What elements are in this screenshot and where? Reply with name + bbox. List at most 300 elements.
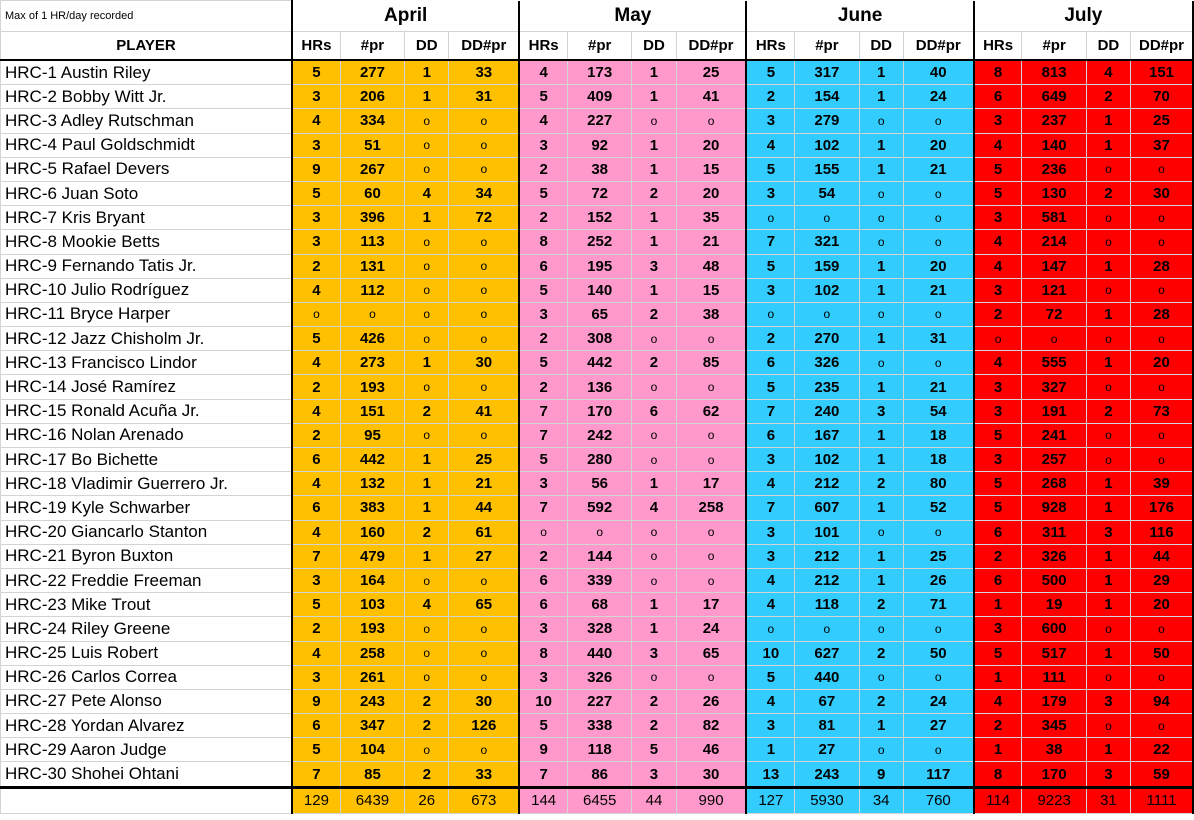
july-dd-cell: o bbox=[1086, 327, 1130, 351]
april-pr-cell: 112 bbox=[340, 278, 404, 302]
april-pr-cell: 132 bbox=[340, 472, 404, 496]
june-pr-cell: 67 bbox=[795, 689, 859, 713]
april-dd-cell: 2 bbox=[405, 399, 449, 423]
july-ddpr-cell: o bbox=[1131, 665, 1193, 689]
june-hrs-cell: 3 bbox=[746, 278, 794, 302]
june-hrs-cell: 5 bbox=[746, 665, 794, 689]
june-hrs-cell: 3 bbox=[746, 520, 794, 544]
july-hrs-cell: 5 bbox=[974, 157, 1022, 181]
april-dd-total: 26 bbox=[405, 787, 449, 813]
july-dd-cell: o bbox=[1086, 157, 1130, 181]
april-dd-cell: o bbox=[405, 641, 449, 665]
may-pr-cell: 339 bbox=[568, 568, 632, 592]
july-ddpr-cell: 29 bbox=[1131, 568, 1193, 592]
june-pr-cell: 212 bbox=[795, 472, 859, 496]
june-pr-cell: 212 bbox=[795, 544, 859, 568]
june-ddpr-cell: 71 bbox=[903, 593, 973, 617]
april-dd-cell: o bbox=[405, 738, 449, 762]
april-ddpr-cell: 21 bbox=[449, 472, 519, 496]
april-pr-cell: 103 bbox=[340, 593, 404, 617]
april-hrs-cell: 2 bbox=[292, 423, 340, 447]
june-pr-cell: 212 bbox=[795, 568, 859, 592]
may-pr-cell: 72 bbox=[568, 181, 632, 205]
april-hrs-cell: 5 bbox=[292, 327, 340, 351]
may-ddpr-cell: o bbox=[676, 327, 746, 351]
may-hrs-cell: 3 bbox=[519, 133, 567, 157]
may-dd-cell: 4 bbox=[632, 496, 676, 520]
april-ddpr-cell: o bbox=[449, 133, 519, 157]
july-pr-cell: 555 bbox=[1022, 351, 1086, 375]
june-pr-cell: 440 bbox=[795, 665, 859, 689]
july-hrs-cell: o bbox=[974, 327, 1022, 351]
july-dd-cell: 1 bbox=[1086, 254, 1130, 278]
may-ddpr-cell: 82 bbox=[676, 714, 746, 738]
april-dd-cell: o bbox=[405, 230, 449, 254]
july-hrs-cell: 4 bbox=[974, 133, 1022, 157]
may-ddpr-cell: 26 bbox=[676, 689, 746, 713]
may-ddpr-cell: o bbox=[676, 109, 746, 133]
june-pr-cell: 155 bbox=[795, 157, 859, 181]
april-dd-cell: 2 bbox=[405, 520, 449, 544]
july-dd-cell: 2 bbox=[1086, 85, 1130, 109]
june-dd-cell: 1 bbox=[859, 448, 903, 472]
april-hrs-cell: 4 bbox=[292, 520, 340, 544]
april-dd-cell: o bbox=[405, 327, 449, 351]
april-ddpr-cell: o bbox=[449, 738, 519, 762]
may-dd-cell: o bbox=[632, 327, 676, 351]
july-hrs-cell: 6 bbox=[974, 568, 1022, 592]
june-ddpr-cell: o bbox=[903, 206, 973, 230]
june-dd-cell: 9 bbox=[859, 762, 903, 787]
june-hrs-cell: 3 bbox=[746, 544, 794, 568]
june-ddpr-cell: 80 bbox=[903, 472, 973, 496]
may-pr-cell: 56 bbox=[568, 472, 632, 496]
may-dd-cell: o bbox=[632, 520, 676, 544]
july-pr-cell: 236 bbox=[1022, 157, 1086, 181]
june-ddpr-cell: 21 bbox=[903, 157, 973, 181]
july-ddpr-cell: 59 bbox=[1131, 762, 1193, 787]
june-hrs-cell: 6 bbox=[746, 351, 794, 375]
june-dd-cell: 1 bbox=[859, 327, 903, 351]
april-pr-cell: 60 bbox=[340, 181, 404, 205]
june-dd-cell: o bbox=[859, 181, 903, 205]
july-pr-cell: o bbox=[1022, 327, 1086, 351]
april-dd-cell: o bbox=[405, 157, 449, 181]
june-pr-cell: 279 bbox=[795, 109, 859, 133]
april-ddpr-cell: 33 bbox=[449, 60, 519, 85]
july-dd-cell: 1 bbox=[1086, 496, 1130, 520]
june-dd-cell: o bbox=[859, 206, 903, 230]
player-name: HRC-29 Aaron Judge bbox=[1, 738, 293, 762]
april-dd-cell: o bbox=[405, 302, 449, 326]
june-hrs-cell: 4 bbox=[746, 593, 794, 617]
may-pr-cell: 280 bbox=[568, 448, 632, 472]
june-pr-cell: 154 bbox=[795, 85, 859, 109]
april-pr-cell: 258 bbox=[340, 641, 404, 665]
july-hrs-cell: 5 bbox=[974, 181, 1022, 205]
july-ddpr-cell: o bbox=[1131, 230, 1193, 254]
april-pr-cell: 193 bbox=[340, 617, 404, 641]
april-hrs-header: HRs bbox=[292, 32, 340, 61]
may-dd-cell: 1 bbox=[632, 278, 676, 302]
april-ddpr-cell: o bbox=[449, 617, 519, 641]
june-hrs-cell: 5 bbox=[746, 157, 794, 181]
table-row bbox=[1, 109, 1194, 133]
june-ddpr-cell: o bbox=[903, 665, 973, 689]
april-ddpr-cell: 72 bbox=[449, 206, 519, 230]
july-ddpr-cell: o bbox=[1131, 327, 1193, 351]
june-dd-cell: 1 bbox=[859, 375, 903, 399]
july-hrs-cell: 5 bbox=[974, 472, 1022, 496]
june-dd-cell: o bbox=[859, 617, 903, 641]
june-hrs-cell: 7 bbox=[746, 496, 794, 520]
month-header-june: June bbox=[746, 1, 973, 32]
april-hrs-cell: 5 bbox=[292, 60, 340, 85]
may-hrs-cell: 5 bbox=[519, 181, 567, 205]
april-dd-cell: 4 bbox=[405, 593, 449, 617]
june-hrs-cell: 4 bbox=[746, 689, 794, 713]
june-ddpr-cell: o bbox=[903, 617, 973, 641]
table-row bbox=[1, 520, 1194, 544]
april-ddpr-cell: o bbox=[449, 230, 519, 254]
june-ddpr-cell: 26 bbox=[903, 568, 973, 592]
may-ddpr-cell: o bbox=[676, 375, 746, 399]
june-pr-cell: 607 bbox=[795, 496, 859, 520]
may-hrs-cell: 2 bbox=[519, 327, 567, 351]
july-pr-cell: 38 bbox=[1022, 738, 1086, 762]
may-dd-cell: o bbox=[632, 568, 676, 592]
july-ddpr-cell: o bbox=[1131, 714, 1193, 738]
july-pr-cell: 326 bbox=[1022, 544, 1086, 568]
april-pr-cell: 160 bbox=[340, 520, 404, 544]
table-row bbox=[1, 351, 1194, 375]
june-hrs-cell: 6 bbox=[746, 423, 794, 447]
may-dd-cell: 3 bbox=[632, 762, 676, 787]
april-hrs-cell: 4 bbox=[292, 399, 340, 423]
may-pr-total: 6455 bbox=[568, 787, 632, 813]
player-rows bbox=[1, 60, 1194, 787]
april-hrs-cell: 3 bbox=[292, 568, 340, 592]
july-dd-cell: o bbox=[1086, 206, 1130, 230]
july-dd-cell: o bbox=[1086, 665, 1130, 689]
may-hrs-cell: 5 bbox=[519, 714, 567, 738]
june-hrs-cell: 2 bbox=[746, 327, 794, 351]
july-pr-cell: 19 bbox=[1022, 593, 1086, 617]
april-hrs-cell: 3 bbox=[292, 665, 340, 689]
april-ddpr-cell: o bbox=[449, 327, 519, 351]
july-dd-cell: o bbox=[1086, 230, 1130, 254]
june-dd-cell: o bbox=[859, 351, 903, 375]
june-hrs-cell: 7 bbox=[746, 230, 794, 254]
june-dd-cell: o bbox=[859, 665, 903, 689]
player-name: HRC-21 Byron Buxton bbox=[1, 544, 293, 568]
june-dd-cell: o bbox=[859, 302, 903, 326]
april-hrs-cell: 3 bbox=[292, 230, 340, 254]
table-row bbox=[1, 544, 1194, 568]
june-dd-header: DD bbox=[859, 32, 903, 61]
may-hrs-cell: 8 bbox=[519, 230, 567, 254]
july-ddpr-cell: o bbox=[1131, 423, 1193, 447]
may-hrs-cell: 5 bbox=[519, 448, 567, 472]
july-ddpr-cell: 20 bbox=[1131, 351, 1193, 375]
june-pr-cell: 240 bbox=[795, 399, 859, 423]
note-text: Max of 1 HR/day recorded bbox=[1, 1, 293, 32]
april-hrs-cell: 7 bbox=[292, 544, 340, 568]
may-dd-cell: o bbox=[632, 665, 676, 689]
june-ddpr-cell: 24 bbox=[903, 689, 973, 713]
table-row bbox=[1, 568, 1194, 592]
may-ddpr-cell: 15 bbox=[676, 278, 746, 302]
april-hrs-cell: 4 bbox=[292, 641, 340, 665]
july-hrs-cell: 1 bbox=[974, 593, 1022, 617]
july-hrs-cell: 3 bbox=[974, 375, 1022, 399]
april-hrs-cell: 6 bbox=[292, 714, 340, 738]
april-dd-cell: o bbox=[405, 423, 449, 447]
totals-row-line bbox=[1, 787, 1194, 813]
april-pr-cell: 243 bbox=[340, 689, 404, 713]
april-dd-cell: o bbox=[405, 254, 449, 278]
player-name: HRC-9 Fernando Tatis Jr. bbox=[1, 254, 293, 278]
june-hrs-cell: 3 bbox=[746, 448, 794, 472]
may-hrs-cell: o bbox=[519, 520, 567, 544]
july-dd-cell: 1 bbox=[1086, 568, 1130, 592]
table-row bbox=[1, 689, 1194, 713]
june-dd-cell: 3 bbox=[859, 399, 903, 423]
april-ddpr-header: DD#pr bbox=[449, 32, 519, 61]
july-pr-cell: 140 bbox=[1022, 133, 1086, 157]
july-pr-cell: 268 bbox=[1022, 472, 1086, 496]
may-dd-cell: o bbox=[632, 423, 676, 447]
may-dd-cell: 1 bbox=[632, 60, 676, 85]
may-ddpr-cell: o bbox=[676, 448, 746, 472]
april-pr-cell: 51 bbox=[340, 133, 404, 157]
june-dd-cell: 2 bbox=[859, 472, 903, 496]
may-hrs-cell: 10 bbox=[519, 689, 567, 713]
july-dd-cell: 1 bbox=[1086, 593, 1130, 617]
june-pr-header: #pr bbox=[795, 32, 859, 61]
may-hrs-cell: 5 bbox=[519, 351, 567, 375]
may-hrs-cell: 5 bbox=[519, 278, 567, 302]
may-ddpr-cell: 85 bbox=[676, 351, 746, 375]
june-ddpr-cell: 52 bbox=[903, 496, 973, 520]
june-dd-cell: o bbox=[859, 109, 903, 133]
may-dd-cell: 3 bbox=[632, 641, 676, 665]
june-hrs-cell: 4 bbox=[746, 133, 794, 157]
april-dd-cell: o bbox=[405, 109, 449, 133]
may-ddpr-cell: o bbox=[676, 544, 746, 568]
july-pr-cell: 257 bbox=[1022, 448, 1086, 472]
april-hrs-cell: 5 bbox=[292, 181, 340, 205]
may-dd-cell: 1 bbox=[632, 593, 676, 617]
april-ddpr-cell: 30 bbox=[449, 689, 519, 713]
july-hrs-cell: 6 bbox=[974, 520, 1022, 544]
may-ddpr-cell: 20 bbox=[676, 181, 746, 205]
april-dd-cell: 1 bbox=[405, 472, 449, 496]
april-ddpr-cell: 27 bbox=[449, 544, 519, 568]
june-ddpr-cell: 40 bbox=[903, 60, 973, 85]
month-header-april: April bbox=[292, 1, 519, 32]
may-hrs-cell: 3 bbox=[519, 617, 567, 641]
may-ddpr-cell: 38 bbox=[676, 302, 746, 326]
july-dd-cell: 2 bbox=[1086, 399, 1130, 423]
player-name: HRC-18 Vladimir Guerrero Jr. bbox=[1, 472, 293, 496]
april-pr-cell: 113 bbox=[340, 230, 404, 254]
july-ddpr-cell: 37 bbox=[1131, 133, 1193, 157]
may-pr-cell: 328 bbox=[568, 617, 632, 641]
table-row bbox=[1, 641, 1194, 665]
june-dd-cell: 1 bbox=[859, 544, 903, 568]
july-pr-cell: 147 bbox=[1022, 254, 1086, 278]
july-pr-cell: 813 bbox=[1022, 60, 1086, 85]
table-row bbox=[1, 665, 1194, 689]
june-pr-cell: 102 bbox=[795, 133, 859, 157]
april-hrs-cell: 2 bbox=[292, 375, 340, 399]
july-ddpr-total: 1111 bbox=[1131, 787, 1193, 813]
may-pr-cell: 409 bbox=[568, 85, 632, 109]
july-hrs-cell: 3 bbox=[974, 206, 1022, 230]
may-dd-cell: 2 bbox=[632, 714, 676, 738]
april-ddpr-cell: o bbox=[449, 641, 519, 665]
may-dd-cell: 1 bbox=[632, 157, 676, 181]
april-hrs-cell: 9 bbox=[292, 157, 340, 181]
june-pr-cell: 270 bbox=[795, 327, 859, 351]
player-name: HRC-8 Mookie Betts bbox=[1, 230, 293, 254]
player-name: HRC-14 José Ramírez bbox=[1, 375, 293, 399]
july-hrs-cell: 4 bbox=[974, 230, 1022, 254]
april-dd-cell: o bbox=[405, 375, 449, 399]
july-hrs-cell: 3 bbox=[974, 399, 1022, 423]
july-ddpr-cell: 70 bbox=[1131, 85, 1193, 109]
july-dd-cell: 3 bbox=[1086, 689, 1130, 713]
player-name: HRC-24 Riley Greene bbox=[1, 617, 293, 641]
april-dd-cell: 1 bbox=[405, 85, 449, 109]
june-dd-cell: 1 bbox=[859, 133, 903, 157]
may-dd-cell: 1 bbox=[632, 230, 676, 254]
june-hrs-cell: o bbox=[746, 302, 794, 326]
player-name: HRC-26 Carlos Correa bbox=[1, 665, 293, 689]
july-pr-cell: 517 bbox=[1022, 641, 1086, 665]
april-hrs-cell: 4 bbox=[292, 472, 340, 496]
may-hrs-cell: 7 bbox=[519, 399, 567, 423]
table-row bbox=[1, 375, 1194, 399]
april-hrs-total: 129 bbox=[292, 787, 340, 813]
may-pr-cell: 592 bbox=[568, 496, 632, 520]
may-ddpr-cell: 258 bbox=[676, 496, 746, 520]
june-pr-cell: 27 bbox=[795, 738, 859, 762]
june-dd-cell: 1 bbox=[859, 254, 903, 278]
april-pr-cell: 479 bbox=[340, 544, 404, 568]
june-ddpr-cell: 20 bbox=[903, 133, 973, 157]
may-pr-cell: 118 bbox=[568, 738, 632, 762]
july-ddpr-cell: 44 bbox=[1131, 544, 1193, 568]
july-dd-cell: o bbox=[1086, 375, 1130, 399]
april-hrs-cell: o bbox=[292, 302, 340, 326]
july-ddpr-header: DD#pr bbox=[1131, 32, 1193, 61]
june-ddpr-cell: 50 bbox=[903, 641, 973, 665]
july-hrs-cell: 4 bbox=[974, 254, 1022, 278]
may-pr-cell: 140 bbox=[568, 278, 632, 302]
july-dd-header: DD bbox=[1086, 32, 1130, 61]
april-dd-cell: 1 bbox=[405, 448, 449, 472]
player-name: HRC-5 Rafael Devers bbox=[1, 157, 293, 181]
april-pr-cell: 164 bbox=[340, 568, 404, 592]
april-hrs-cell: 3 bbox=[292, 206, 340, 230]
table-row bbox=[1, 230, 1194, 254]
june-hrs-cell: 4 bbox=[746, 472, 794, 496]
june-ddpr-cell: 117 bbox=[903, 762, 973, 787]
june-pr-cell: 102 bbox=[795, 278, 859, 302]
may-pr-cell: 173 bbox=[568, 60, 632, 85]
april-ddpr-cell: o bbox=[449, 278, 519, 302]
april-hrs-cell: 7 bbox=[292, 762, 340, 787]
june-ddpr-header: DD#pr bbox=[903, 32, 973, 61]
july-hrs-cell: 1 bbox=[974, 665, 1022, 689]
april-dd-cell: 2 bbox=[405, 714, 449, 738]
june-ddpr-cell: 54 bbox=[903, 399, 973, 423]
april-ddpr-cell: 33 bbox=[449, 762, 519, 787]
july-hrs-cell: 4 bbox=[974, 689, 1022, 713]
april-dd-cell: 1 bbox=[405, 206, 449, 230]
may-pr-cell: 86 bbox=[568, 762, 632, 787]
july-pr-cell: 170 bbox=[1022, 762, 1086, 787]
april-pr-cell: 85 bbox=[340, 762, 404, 787]
june-dd-cell: 1 bbox=[859, 496, 903, 520]
june-hrs-cell: o bbox=[746, 206, 794, 230]
april-ddpr-cell: o bbox=[449, 375, 519, 399]
may-dd-cell: 1 bbox=[632, 85, 676, 109]
may-hrs-cell: 3 bbox=[519, 302, 567, 326]
april-pr-cell: 347 bbox=[340, 714, 404, 738]
player-name: HRC-1 Austin Riley bbox=[1, 60, 293, 85]
may-ddpr-cell: o bbox=[676, 520, 746, 544]
july-ddpr-cell: o bbox=[1131, 617, 1193, 641]
april-pr-cell: o bbox=[340, 302, 404, 326]
june-pr-cell: o bbox=[795, 617, 859, 641]
may-ddpr-cell: o bbox=[676, 665, 746, 689]
may-hrs-cell: 2 bbox=[519, 206, 567, 230]
june-dd-cell: 1 bbox=[859, 157, 903, 181]
july-ddpr-cell: 30 bbox=[1131, 181, 1193, 205]
april-ddpr-cell: 61 bbox=[449, 520, 519, 544]
may-ddpr-cell: 24 bbox=[676, 617, 746, 641]
table-row bbox=[1, 593, 1194, 617]
table-row bbox=[1, 278, 1194, 302]
july-pr-cell: 214 bbox=[1022, 230, 1086, 254]
july-ddpr-cell: o bbox=[1131, 448, 1193, 472]
player-name: HRC-2 Bobby Witt Jr. bbox=[1, 85, 293, 109]
may-dd-cell: 1 bbox=[632, 617, 676, 641]
table-row bbox=[1, 181, 1194, 205]
july-ddpr-cell: 94 bbox=[1131, 689, 1193, 713]
july-ddpr-cell: 151 bbox=[1131, 60, 1193, 85]
july-dd-cell: 1 bbox=[1086, 641, 1130, 665]
totals-label-cell bbox=[1, 787, 293, 813]
june-dd-cell: 2 bbox=[859, 593, 903, 617]
may-dd-cell: 6 bbox=[632, 399, 676, 423]
may-dd-cell: 2 bbox=[632, 689, 676, 713]
may-dd-cell: o bbox=[632, 375, 676, 399]
may-ddpr-cell: 41 bbox=[676, 85, 746, 109]
may-pr-cell: 136 bbox=[568, 375, 632, 399]
july-ddpr-cell: 20 bbox=[1131, 593, 1193, 617]
player-name: HRC-22 Freddie Freeman bbox=[1, 568, 293, 592]
player-name: HRC-11 Bryce Harper bbox=[1, 302, 293, 326]
april-dd-cell: o bbox=[405, 568, 449, 592]
may-pr-cell: 195 bbox=[568, 254, 632, 278]
july-hrs-cell: 3 bbox=[974, 278, 1022, 302]
april-pr-cell: 442 bbox=[340, 448, 404, 472]
may-pr-cell: 152 bbox=[568, 206, 632, 230]
